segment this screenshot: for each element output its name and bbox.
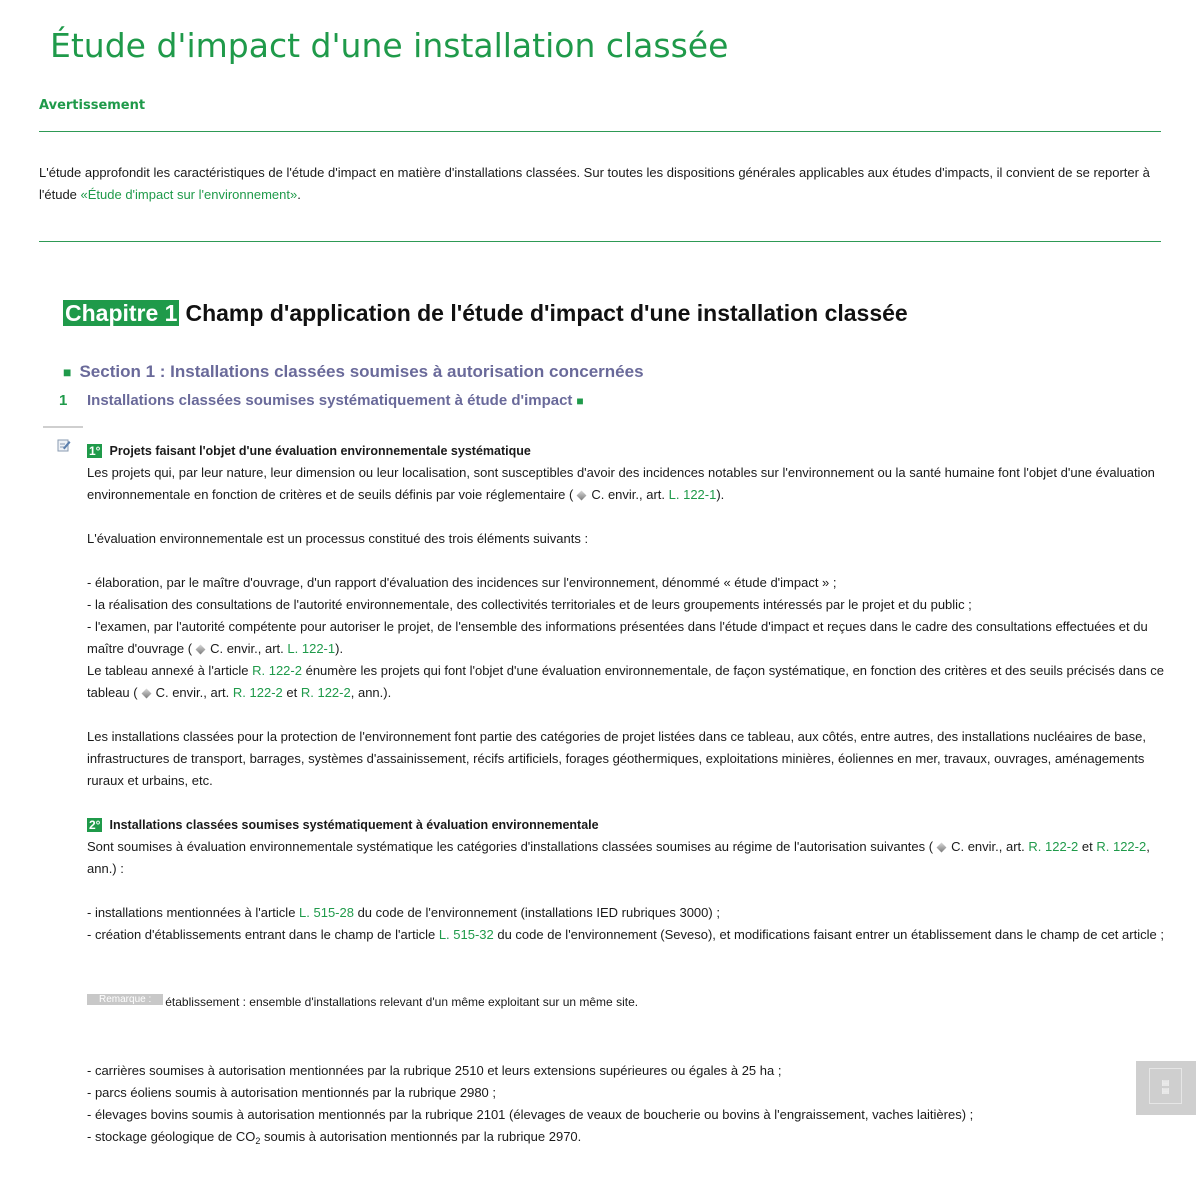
chapter-title: Champ d'application de l'étude d'impact d'une installation classée: [185, 300, 908, 326]
paragraph-text: Les projets qui, par leur nature, leur dimension ou leur localisation, sont susceptibles d'avoir des incidences notables sur l'environnement ou la santé humaine font l'objet d'une évaluation environnementale en fonction de critères et de seuils définis par voie réglementaire ( C. envir., art. L. 122-1).: [87, 465, 1155, 502]
divider: [39, 241, 1161, 242]
chapter-badge: Chapitre 1: [65, 300, 178, 326]
list-item: - stockage géologique de $CO_2$ soumis à autorisation mentionnés par la rubrique 2970.: [87, 1129, 582, 1146]
article-link[interactable]: R. 122-2: [300, 685, 351, 700]
para-heading-text: Installations classées soumises systématiquement à évaluation environnementale: [109, 818, 599, 832]
list-item: - élaboration, par le maître d'ouvrage, d'un rapport d'évaluation des incidences sur l'environnement, dénommé « étude d'impact » ;: [87, 575, 837, 590]
code-ref-icon: [196, 644, 206, 654]
section-square-icon: ■: [63, 364, 72, 380]
list-item: - élevages bovins soumis à autorisation mentionnés par la rubrique 2101 (élevages de veaux de boucherie ou bovins à l'engraissement, vaches laitières) ;: [87, 1107, 974, 1122]
remark-text: établissement : ensemble d'installations relevant d'un même exploitant sur un même site.: [165, 995, 639, 1009]
code-ref-icon: [937, 842, 947, 852]
subsection-title: Installations classées soumises systématiquement à étude d'impact: [87, 392, 573, 409]
list-item: - la réalisation des consultations de l'autorité environnementale, des collectivités territoriales et de leurs groupements intéressés par le projet et du public ;: [87, 597, 972, 612]
scroll-to-top-button[interactable]: [1136, 1061, 1196, 1115]
article-link[interactable]: R. 122-2: [252, 663, 302, 678]
study-link[interactable]: «Étude d'impact sur l'environnement»: [80, 187, 298, 202]
page-icon: ▤ ▤: [1149, 1068, 1182, 1104]
section-heading[interactable]: [63, 362, 644, 382]
article-link[interactable]: R. 122-2: [232, 685, 283, 700]
paragraph-heading: [87, 440, 1167, 462]
code-ref-icon: [141, 688, 151, 698]
paragraph-text: Les installations classées pour la protection de l'environnement font partie des catégories de projet listées dans ce tableau, aux côtés, entre autres, des installations nucléaires de base, infrastructures de transport, barrages, systèmes d'assainissement, récifs artificiels, forages géothermiques, exploitations minières, éoliennes en mer, travaux, ouvrages, aménagements ruraux et urbains, etc.: [87, 729, 1146, 788]
warning-label: Avertissement: [39, 98, 146, 113]
page-title: Étude d'impact d'une installation classée: [50, 26, 729, 65]
article-link[interactable]: L. 122-1: [287, 641, 336, 656]
remark-label: Remarque :: [87, 994, 163, 1005]
divider: [43, 426, 83, 428]
remark-note: [87, 994, 1167, 1010]
paragraph-text: L'évaluation environnementale est un processus constitué des trois éléments suivants :: [87, 531, 589, 546]
subsection-heading[interactable]: [59, 392, 584, 409]
paragraph-heading: [87, 814, 1167, 836]
paragraph-text: Sont soumises à évaluation environnementale systématique les catégories d'installations classées soumises au régime de l'autorisation suivantes ( C. envir., art. R. 122-2 et R. 122-2, ann.) :: [87, 839, 1150, 876]
article-link[interactable]: L. 122-1: [668, 487, 717, 502]
para-badge: 2°: [89, 818, 101, 832]
code-ref-icon: [577, 490, 587, 500]
subsection-square-icon: ■: [576, 394, 584, 408]
article-link[interactable]: L. 515-28: [299, 905, 354, 920]
article-link[interactable]: R. 122-2: [1096, 839, 1147, 854]
article-link[interactable]: L. 515-32: [438, 927, 494, 942]
subsection-number: 1: [59, 392, 68, 409]
divider: [39, 131, 1161, 132]
section-title: Section 1 : Installations classées soumises à autorisation concernées: [79, 362, 644, 381]
article-body: [87, 440, 1167, 1152]
chapter-heading: [63, 300, 908, 327]
list-item: - installations mentionnées à l'article L. 515-28 du code de l'environnement (installations IED rubriques 3000) ;: [87, 905, 720, 920]
edit-note-icon[interactable]: [57, 438, 71, 452]
paragraph-text: Le tableau annexé à l'article R. 122-2 énumère les projets qui font l'objet d'une évaluation environnementale, de façon systématique, en fonction des critères et des seuils précisés dans ce tableau ( C. envir., art. R. 122-2 et R. 122-2, ann.).: [87, 663, 1165, 700]
list-item: - l'examen, par l'autorité compétente pour autoriser le projet, de l'ensemble des informations présentées dans l'étude d'impact et reçues dans le cadre des consultations effectuées et du maître d'ouvrage ( C. envir., art. L. 122-1).: [87, 619, 1148, 656]
para-heading-text: Projets faisant l'objet d'une évaluation environnementale systématique: [109, 444, 531, 458]
intro-paragraph: L'étude approfondit les caractéristiques de l'étude d'impact en matière d'installations classées. Sur toutes les dispositions générales applicables aux études d'impacts, il convient de se reporter à l'étude «Étude d'impact sur l'environnement».: [39, 165, 1150, 202]
list-item: - création d'établissements entrant dans le champ de l'article L. 515-32 du code de l'environnement (Seveso), et modifications faisant entrer un établissement dans le champ de cet article ;: [87, 927, 1164, 942]
para-badge: 1°: [89, 444, 101, 458]
list-item: - parcs éoliens soumis à autorisation mentionnés par la rubrique 2980 ;: [87, 1085, 497, 1100]
article-link[interactable]: R. 122-2: [1028, 839, 1079, 854]
list-item: - carrières soumises à autorisation mentionnées par la rubrique 2510 et leurs extensions supérieures ou égales à 25 ha ;: [87, 1063, 782, 1078]
